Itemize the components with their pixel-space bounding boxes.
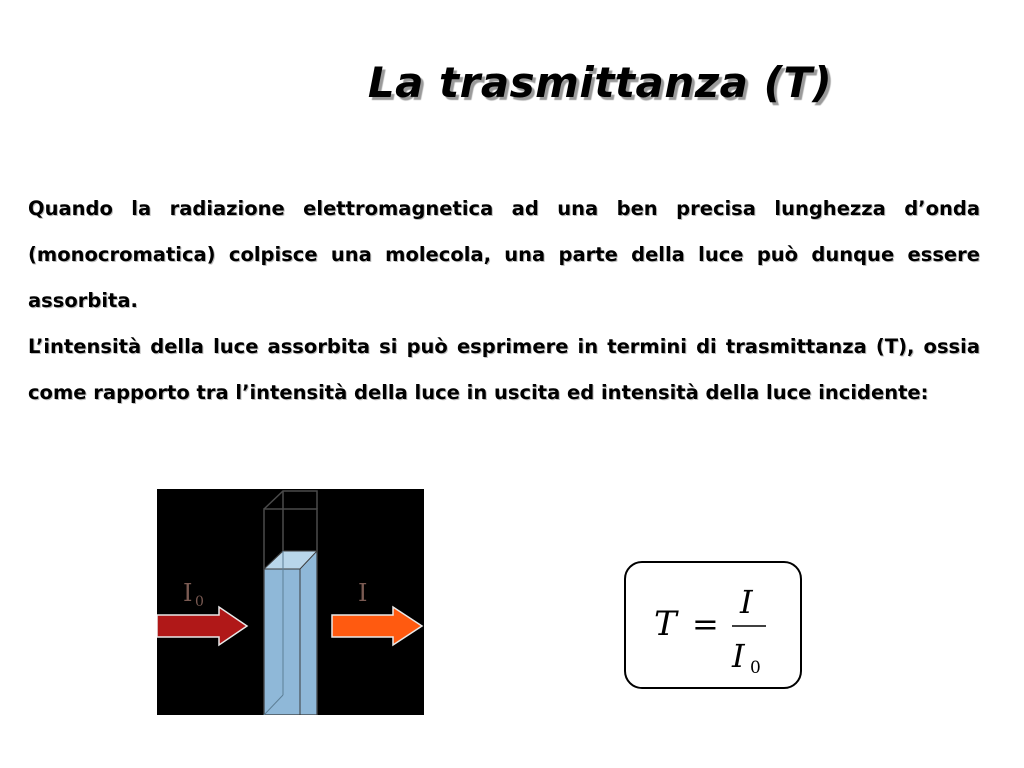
formula-equals: = <box>692 605 719 643</box>
body-text <box>28 186 980 416</box>
paragraph-1: Quando la radiazione elettromagnetica ad una ben precisa lunghezza d’onda (monocromatica) colpisce una molecola, una parte della luce può dunque essere assorbita. <box>28 197 980 312</box>
slide-title: La trasmittanza (T) <box>367 58 833 107</box>
cuvette-diagram <box>157 489 424 715</box>
cuvette-liquid <box>264 551 317 715</box>
transmitted-light-arrow <box>332 607 422 645</box>
cuvette-illustration <box>157 489 424 715</box>
incident-subscript: 0 <box>195 594 204 610</box>
formula-denominator: I <box>732 637 745 675</box>
transmittance-formula <box>626 563 800 687</box>
formula-numerator: I <box>740 583 753 621</box>
transmittance-formula-box <box>624 561 802 689</box>
paragraph-2: L’intensità della luce assorbita si può esprimere in termini di trasmittanza (T), ossia come rapporto tra l’intensità della luce in uscita ed intensità della luce incidente: <box>28 335 980 404</box>
transmitted-label: I <box>358 579 368 607</box>
incident-light-arrow <box>157 607 247 645</box>
formula-denominator-subscript: 0 <box>750 658 761 678</box>
formula-lhs: T <box>654 604 677 644</box>
incident-label: I <box>183 579 193 607</box>
